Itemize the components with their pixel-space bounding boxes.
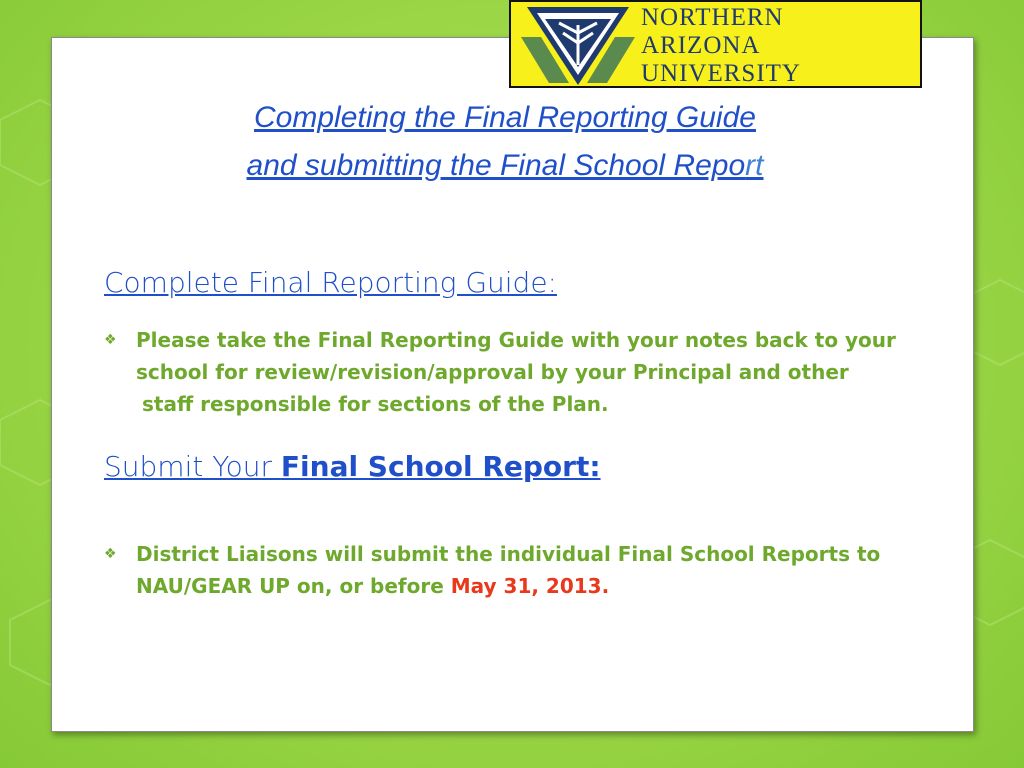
diamond-bullet-icon: ❖	[104, 332, 117, 348]
logo-wordmark	[641, 4, 801, 88]
bullet-district-liaisons	[104, 538, 974, 602]
logo-line-1: NORTHERN	[641, 4, 784, 31]
slide-title-line-2: and submitting the Final School Report	[246, 149, 764, 182]
bullet-line-with-deadline: NAU/GEAR UP on, or before May 31, 2013.	[136, 574, 610, 598]
diamond-bullet-icon: ❖	[104, 546, 117, 562]
nau-emblem-icon	[519, 3, 637, 87]
deadline-date: May 31, 2013.	[450, 574, 610, 598]
bullet-line: staff responsible for sections of the Plan.	[142, 392, 609, 416]
section-heading-submit-report: Submit Your Final School Report:	[104, 450, 601, 483]
bullet-final-reporting-guide	[104, 324, 974, 420]
logo-line-2: ARIZONA	[641, 32, 761, 59]
bullet-line: Please take the Final Reporting Guide with your notes back to your	[136, 328, 896, 352]
bullet-line: District Liaisons will submit the individual Final School Reports to	[136, 542, 881, 566]
nau-logo	[509, 0, 922, 88]
section-heading-complete-guide: Complete Final Reporting Guide:	[104, 266, 557, 299]
slide-title-line-1: Completing the Final Reporting Guide	[254, 101, 756, 134]
bullet-line: school for review/revision/approval by your Principal and other	[136, 360, 849, 384]
logo-line-3: UNIVERSITY	[641, 60, 801, 87]
